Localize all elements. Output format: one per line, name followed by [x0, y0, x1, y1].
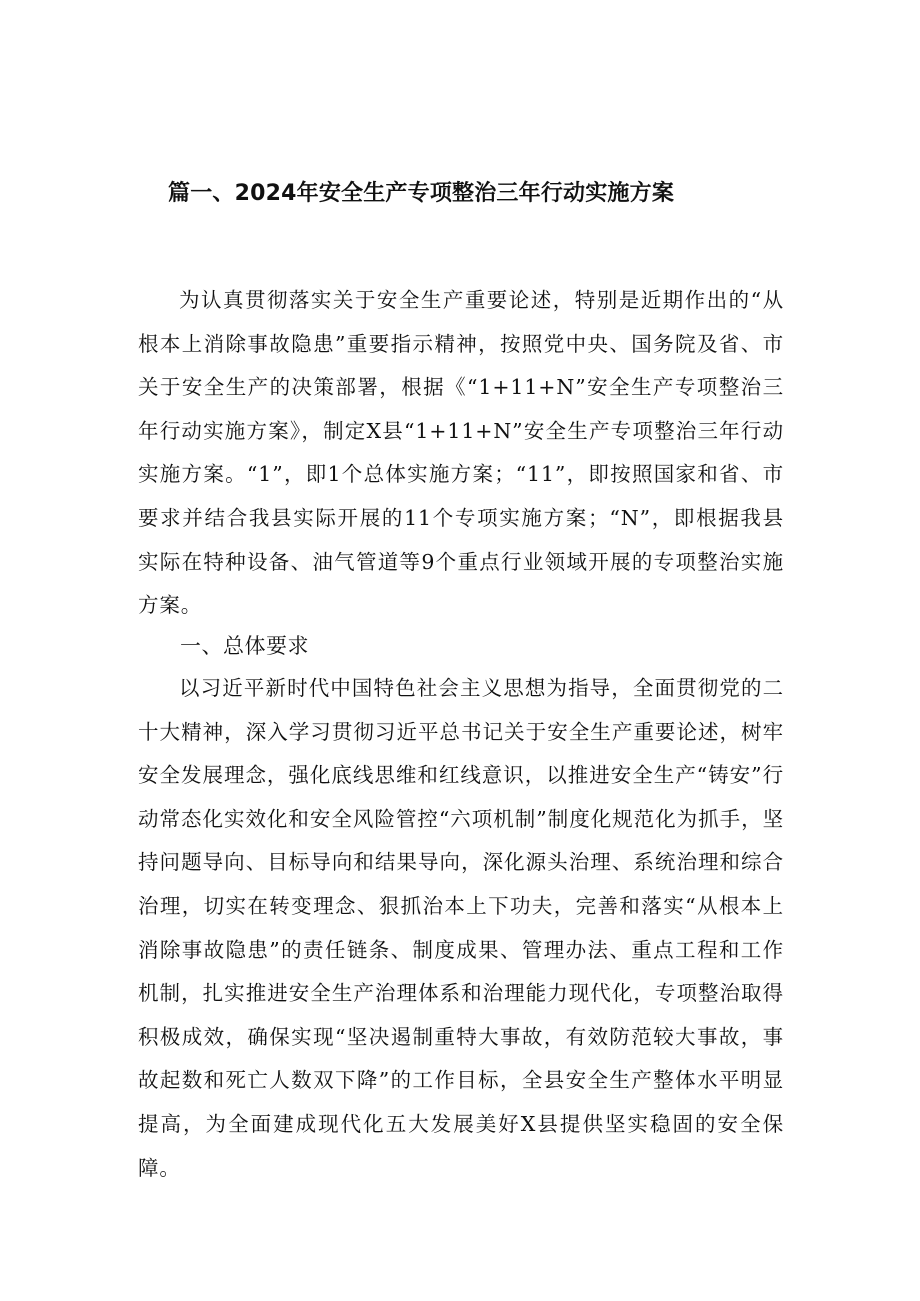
document-title: 篇一、2024年安全生产专项整治三年行动实施方案 — [168, 181, 675, 206]
intro-paragraph: 为认真贯彻落实关于安全生产重要论述，特别是近期作出的“从根本上消除事故隐患”重要指示精神，按照党中央、国务院及省、市关于安全生产的决策部署，根据《“1+11+N”安全生产专项整治三年行动实施方案》，制定X县“1+11+N”安全生产专项整治三年行动实施方案。“1”，即1个总体实施方案；“11”，即按照国家和省、市要求并结合我县实际开展的11个专项实施方案；“N”，即根据我县实际在特种设备、油气管道等9个重点行业领域开展的专项整治实施方案。 — [138, 288, 784, 618]
section-heading-general-requirements: 一、总体要求 — [180, 634, 309, 658]
section-paragraph-general-requirements: 以习近平新时代中国特色社会主义思想为指导，全面贯彻党的二十大精神，深入学习贯彻习近平总书记关于安全生产重要论述，树牢安全发展理念，强化底线思维和红线意识，以推进安全生产“铸安”行动常态化实效化和安全风险管控“六项机制”制度化规范化为抓手，坚持问题导向、目标导向和结果导向，深化源头治理、系统治理和综合治理，切实在转变理念、狠抓治本上下功夫，完善和落实“从根本上消除事故隐患”的责任链条、制度成果、管理办法、重点工程和工作机制，扎实推进安全生产治理体系和治理能力现代化，专项整治取得积极成效，确保实现“坚决遏制重特大事故，有效防范较大事故，事故起数和死亡人数双下降”的工作目标，全县安全生产整体水平明显提高，为全面建成现代化五大发展美好X县提供坚实稳固的安全保障。 — [138, 676, 784, 1180]
